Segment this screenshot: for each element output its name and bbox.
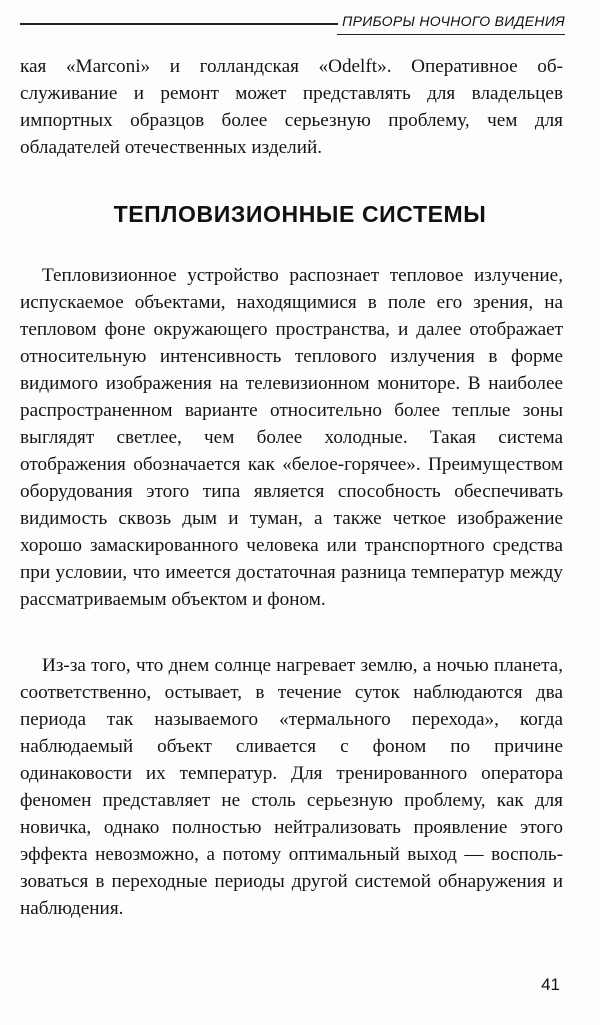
header-title-underline [337, 34, 565, 35]
body-paragraph: Тепловизионное устройство распознает тепловое излучение, испускаемое объектами, находящимися в поле его зрения, на тепловом фоне окружающего пространства, и далее отображает относительную интенсивность теплового излучения в форме видимого изображения на телевизионном мониторе. В наиболее распространенном варианте относительно более теплые зоны выглядят светлее, чем более холодные. Такая система отображения обозначается как «белое-горячее». Преимуществом оборудования этого типа является способность обеспечивать видимость сквозь дым и туман, а также четкое изображение хорошо замаскированного человека или транспортного средства при условии, что имеется достаточная разница температур между рассматриваемым объектом и фоном. [20, 265, 563, 610]
running-header [20, 10, 565, 36]
running-header-title: ПРИБОРЫ НОЧНОГО ВИДЕНИЯ [342, 13, 565, 29]
header-rule [20, 23, 338, 25]
page-number: 41 [541, 975, 560, 994]
section-heading: ТЕПЛОВИЗИОННЫЕ СИСТЕМЫ [113, 201, 487, 227]
body-paragraph: Из-за того, что днем солнце нагревает землю, а ночью планета, соответственно, остывает, в течение суток наблюдаются два периода так называемого «термального перехода», когда наблюдаемый объект сливается с фоном по причине одинаковости их температур. Для тренированного оператора феномен представляет не столь серьезную проблему, как для новичка, однако полностью нейтрализовать проявление этого эффекта невозможно, а потому оптимальный выход — воспользоваться в переходные периоды другой системой обнаружения и наблюдения. [20, 655, 563, 919]
continued-paragraph: кая «Marconi» и голландская «Odelft». Оперативное обслуживание и ремонт может представлять для владельцев импортных образцов более серьезную проблему, чем для обладателей отечественных изделий. [20, 56, 563, 158]
